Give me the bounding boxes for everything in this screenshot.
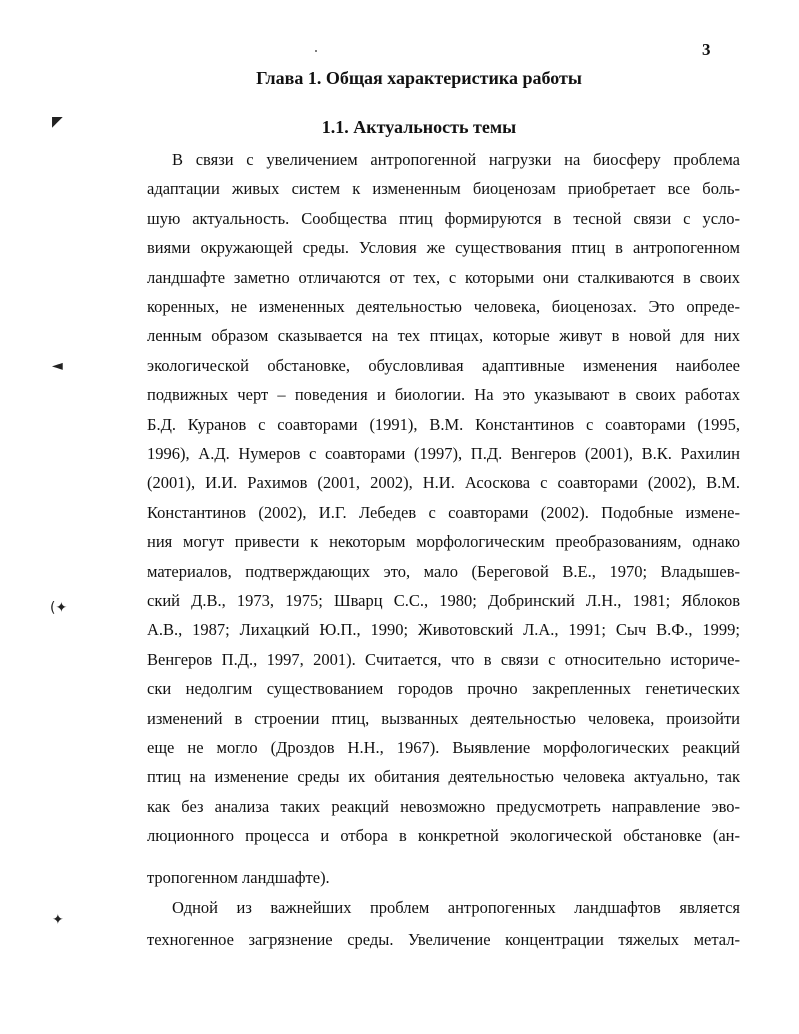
chapter-title: Глава 1. Общая характеристика работы	[256, 68, 582, 88]
text-line: Константинов (2002), И.Г. Лебедев с соавторами (2002). Подобные измене-	[147, 502, 740, 522]
text-line: 1996), А.Д. Нумеров с соавторами (1997), П.Д. Венгеров (2001), В.К. Рахилин	[147, 444, 740, 463]
text-line: еще не могло (Дроздов Н.Н., 1967). Выявление морфологических реакций	[147, 738, 740, 757]
text-line: В связи с увеличением антропогенной нагрузки на биосферу проблема	[172, 150, 740, 169]
text-line: подвижных черт – поведения и биологии. На это указывают в своих работах	[147, 385, 740, 405]
text-line: Б.Д. Куранов с соавторами (1991), В.М. Константинов с соавторами (1995,	[147, 414, 740, 434]
page-number: 3	[702, 40, 711, 59]
text-line: коренных, не измененных деятельностью человека, биоценозах. Это опреде-	[147, 297, 740, 316]
scan-mark-icon: ◤	[52, 114, 63, 130]
text-line: виями окружающей среды. Условия же существования птиц в антропогенном	[147, 238, 740, 258]
scan-dot	[315, 50, 317, 52]
text-line: шую актуальность. Сообщества птиц формируются в тесной связи с усло-	[147, 208, 740, 228]
scan-mark-icon: (✦	[50, 600, 68, 616]
text-line: ски недолгим существованием городов прочно закрепленных генетических	[147, 679, 740, 699]
text-line: ленным образом сказывается на тех птицах, которые живут в новой для них	[147, 326, 740, 346]
text-line: тропогенном ландшафте).	[147, 868, 330, 887]
text-line: адаптации живых систем к измененным биоценозам приобретает все боль-	[147, 179, 740, 199]
text-line: как без анализа таких реакций невозможно предусмотреть направление эво-	[147, 796, 740, 816]
text-line: экологической обстановке, обусловливая адаптивные изменения наиболее	[147, 355, 740, 375]
text-line: Венгеров П.Д., 1997, 2001). Считается, что в связи с относительно историче-	[147, 649, 740, 669]
text-line: ния могут привести к некоторым морфологическим преобразованиям, однако	[147, 532, 740, 552]
text-line: изменений в строении птиц, вызванных деятельностью человека, произойти	[147, 708, 740, 728]
text-line: Одной из важнейших проблем антропогенных ландшафтов является	[172, 898, 740, 917]
scan-mark-icon: ◄	[52, 358, 63, 374]
text-line: (2001), И.И. Рахимов (2001, 2002), Н.И. Асоскова с соавторами (2002), В.М.	[147, 473, 740, 493]
text-line: техногенное загрязнение среды. Увеличение концентрации тяжелых метал-	[147, 930, 740, 949]
text-line: А.В., 1987; Лихацкий Ю.П., 1990; Животовский Л.А., 1991; Сыч В.Ф., 1999;	[147, 620, 740, 640]
text-line: ский Д.В., 1973, 1975; Шварц С.С., 1980; Добринский Л.Н., 1981; Яблоков	[147, 591, 740, 610]
text-line: птиц на изменение среды их обитания деятельностью человека актуально, так	[147, 767, 740, 787]
scan-mark-icon: ✦	[52, 912, 64, 928]
section-title: 1.1. Актуальность темы	[321, 117, 517, 137]
text-line: ландшафте заметно отличаются от тех, с которыми они сталкиваются в своих	[147, 267, 740, 287]
text-line: люционного процесса и отбора в конкретной экологической обстановке (ан-	[147, 826, 740, 846]
text-line: материалов, подтверждающих это, мало (Береговой В.Е., 1970; Владышев-	[147, 561, 740, 581]
